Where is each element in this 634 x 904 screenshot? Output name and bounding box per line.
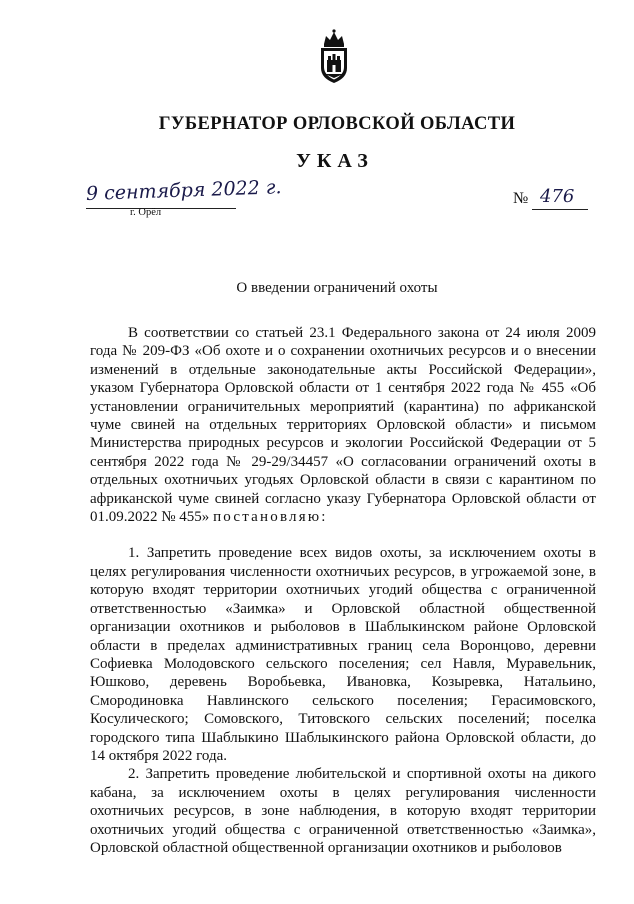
number-label: №	[513, 190, 529, 207]
coat-of-arms-icon	[318, 28, 350, 84]
item-2-paragraph: 2. Запретить проведение любительской и спортивной охоты на дикого кабана, за исключением охоты в целях регулирования численности охотничьих ресурсов, в зоне наблюдения, в которую входят территории охотничьих угодий общества с ограниченной ответственностью «Заимка», Орловской областной общественной организации охотников и рыболовов	[90, 766, 596, 856]
date-handwritten: 9 сентября 2022 г.	[85, 176, 282, 205]
decree-word: постановляю:	[213, 509, 328, 526]
preamble-paragraph	[90, 324, 596, 526]
decree-body	[90, 324, 596, 857]
preamble-text: В соответствии со статьей 23.1 Федерального закона от 24 июля 2009 года № 209-ФЗ «Об охоте и о сохранении охотничьих ресурсов и о внесении изменений в отдельные законодательные акты Российской Федерации», указом Губернатора Орловской области от 1 сентября 2022 года № 455 «Об установлении ограничительных мероприятий (карантина) по африканской чуме свиней на отдельных территориях Орловской области» и письмом Министерства природных ресурсов и экологии Российской Федерации от 5 сентября 2022 года № 29-29/34457 «О согласовании ограничений охоты в отдельных охотничьих угодьях Орловской области в связи с карантином по африканской чуме свиней согласно указу Губернатора Орловской области от 01.09.2022 № 455»	[90, 325, 596, 526]
document-type-heading: УКАЗ	[296, 150, 374, 172]
decree-subject: О введении ограничений охоты	[236, 280, 438, 296]
number-handwritten: 476	[540, 186, 575, 207]
city-label: г. Орёл	[130, 207, 162, 218]
authority-heading: ГУБЕРНАТОР ОРЛОВСКОЙ ОБЛАСТИ	[158, 114, 516, 134]
item-1-paragraph: 1. Запретить проведение всех видов охоты, за исключением охоты в целях регулирования численности охотничьих ресурсов, в угрожаемой зоне, в которую входят территории охотничьих угодий общества с ограниченной ответственностью «Заимка» и Орловской областной общественной организации охотников и рыболовов в Шаблыкинском районе Орловской области в пределах административных границ села Воронцово, деревни Софиевка Молодовского сельского поселения; сел Навля, Муравельник, Юшково, деревень Воробьевка, Ивановка, Козыревка, Натальино, Смородиновка Навлинского сельского поселения; Герасимовского, Косулического; Сомовского, Титовского сельских поселений; поселка городского типа Шаблыкино Шаблыкинского района Орловской области, до 14 октября 2022 года.	[90, 545, 596, 764]
